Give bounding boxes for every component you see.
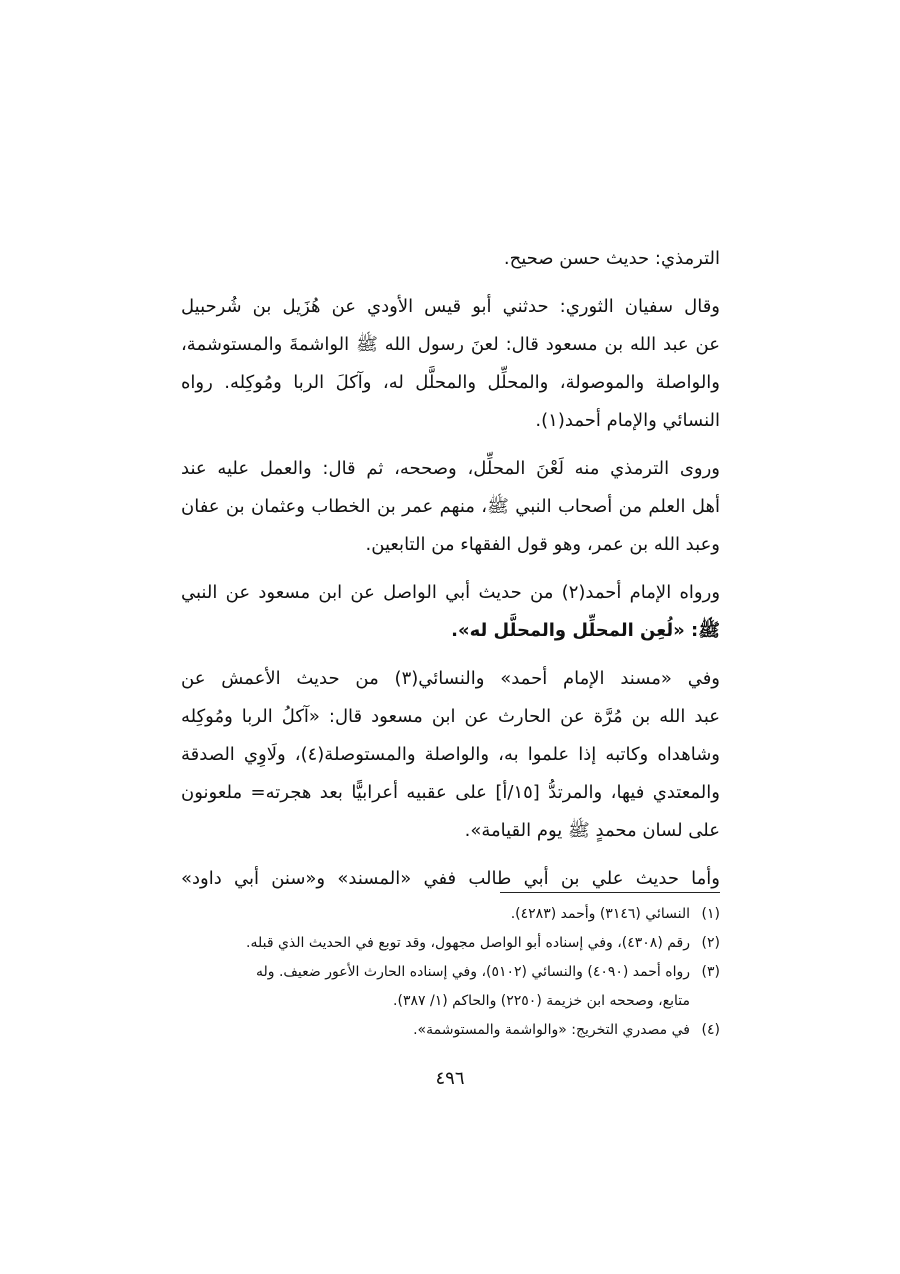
- paragraph: [181, 288, 720, 440]
- text-line: عن عبد الله بن مسعود قال: لعنَ رسول الله ﷺ الواشمةَ والمستوشمة،: [181, 334, 720, 355]
- footnote: [181, 1016, 720, 1045]
- footnote: [181, 958, 720, 1016]
- footnote-number: (١): [701, 906, 720, 922]
- footnote-text: رقم (٤٣٠٨)، وفي إسناده أبو الواصل مجهول، وقد توبع في الحديث الذي قبله.: [246, 935, 690, 951]
- main-text: [181, 240, 720, 898]
- paragraph: [181, 450, 720, 564]
- text-line: والواصلة والموصولة، والمحلِّل والمحلَّل له، وآكلَ الربا ومُوكِله. رواه: [181, 372, 720, 393]
- footnote-number: (٤): [701, 1022, 720, 1038]
- paragraph: [181, 240, 720, 278]
- paragraph: [181, 574, 720, 650]
- text-line: على لسان محمدٍ ﷺ يوم القيامة».: [464, 820, 720, 841]
- footnote-number: (٢): [701, 935, 720, 951]
- footnote-text: رواه أحمد (٤٠٩٠) والنسائي (٥١٠٢)، وفي إسناده الحارث الأعور ضعيف. وله: [255, 964, 690, 980]
- text-line: وقال سفيان الثوري: حدثني أبو قيس الأودي عن هُزَيل بن شُرحبيل: [181, 296, 720, 317]
- text-line: الترمذي: حديث حسن صحيح.: [503, 248, 720, 269]
- footnote-text: النسائي (٣١٤٦) وأحمد (٤٢٨٣).: [510, 906, 690, 922]
- footnote-text: في مصدري التخريج: «والواشمة والمستوشمة».: [413, 1022, 690, 1038]
- footnote: [181, 900, 720, 929]
- text-line: وفي «مسند الإمام أحمد» والنسائي(٣) من حديث الأعمش عن: [181, 668, 720, 689]
- text-line: عبد الله بن مُرَّة عن الحارث عن ابن مسعود قال: «آكلُ الربا ومُوكِله: [181, 706, 720, 727]
- footnote-line: [181, 929, 720, 958]
- paragraph: [181, 660, 720, 850]
- text-line: والمعتدي فيها، والمرتدُّ [١٥/أ] على عقبيه أعرابيًّا بعد هجرته= ملعونون: [181, 782, 720, 803]
- footnote-number: (٣): [701, 964, 720, 980]
- text-line: وشاهداه وكاتبه إذا علموا به، والواصلة والمستوصلة(٤)، ولَاوِي الصدقة: [181, 744, 720, 765]
- text-line: وأما حديث علي بن أبي طالب ففي «المسند» و«سنن أبي داود»: [181, 868, 720, 889]
- text-line: وعبد الله بن عمر، وهو قول الفقهاء من التابعين.: [365, 534, 720, 555]
- hadith-quote-line: ﷺ: «لُعِن المحلِّل والمحلَّل له».: [451, 620, 720, 641]
- footnote-line: [181, 900, 720, 929]
- footnote-line: [181, 1016, 720, 1045]
- footnotes: [181, 900, 720, 1045]
- footnote: [181, 929, 720, 958]
- page-number: ٤٩٦: [435, 1068, 465, 1089]
- footnote-line: [181, 958, 720, 987]
- text-line: أهل العلم من أصحاب النبي ﷺ، منهم عمر بن الخطاب وعثمان بن عفان: [181, 496, 720, 517]
- footnote-text: متابع، وصححه ابن خزيمة (٢٢٥٠) والحاكم (١/ ٣٨٧).: [393, 993, 690, 1009]
- text-line: وروى الترمذي منه لَعْنَ المحلِّل، وصححه، ثم قال: والعمل عليه عند: [181, 458, 720, 479]
- text-line: النسائي والإمام أحمد(١).: [535, 410, 720, 431]
- footnote-separator: [500, 892, 720, 893]
- text-line: ورواه الإمام أحمد(٢) من حديث أبي الواصل عن ابن مسعود عن النبي: [181, 582, 720, 603]
